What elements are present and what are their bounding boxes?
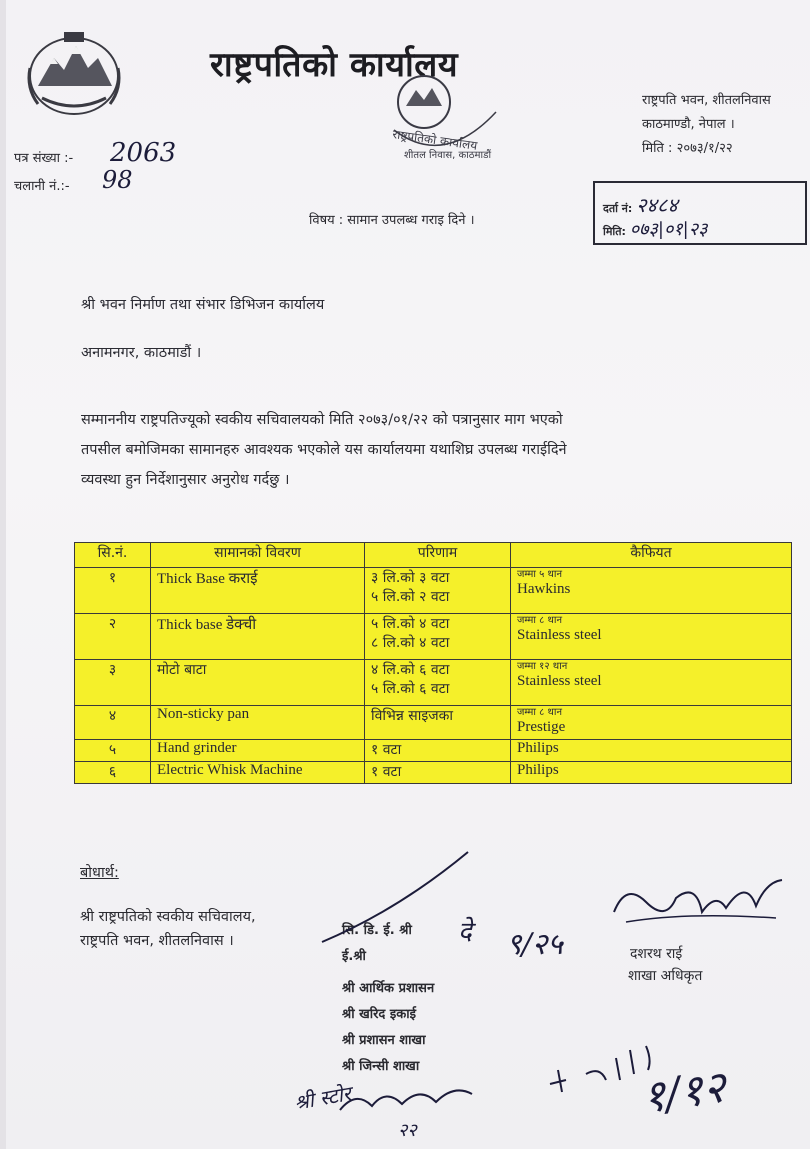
handwritten-bracket-stroke	[318, 850, 478, 945]
row-item: Non-sticky pan	[151, 706, 365, 740]
row-serial: ५	[75, 740, 151, 762]
national-emblem-logo	[24, 28, 124, 118]
quantity-line: ५ लि.को २ वटा	[371, 589, 450, 605]
letter-number-value: 2063	[110, 138, 177, 168]
table-row	[75, 568, 792, 614]
registration-number-label: दर्ता नं:	[603, 202, 633, 215]
row-item: मोटो बाटा	[151, 660, 365, 706]
row-serial: २	[75, 614, 151, 660]
table-header-row	[75, 543, 792, 568]
distribution-item: ई.श्री	[342, 949, 366, 964]
row-quantity	[365, 706, 511, 740]
row-item: Thick Base कराई	[151, 568, 365, 614]
quantity-line: ५ लि.को ४ वटा	[371, 616, 450, 632]
items-table	[74, 542, 792, 784]
header-item: सामानको विवरण	[151, 543, 365, 568]
distribution-item: श्री जिन्सी शाखा	[342, 1059, 420, 1074]
header-quantity: परिणाम	[365, 543, 511, 568]
row-remarks: Philips	[511, 740, 792, 762]
row-serial: ३	[75, 660, 151, 706]
handwritten-note-number: २२	[398, 1120, 417, 1141]
row-remarks	[511, 660, 792, 706]
handwritten-date-right: १/१२	[639, 1061, 729, 1124]
row-item: Hand grinder	[151, 740, 365, 762]
row-remarks	[511, 568, 792, 614]
distribution-item: श्री प्रशासन शाखा	[342, 1033, 426, 1048]
header-serial: सि.नं.	[75, 543, 151, 568]
svg-text:शीतल निवास, काठमाडौं: शीतल निवास, काठमाडौं	[404, 150, 492, 161]
row-serial: ४	[75, 706, 151, 740]
row-quantity: १ वटा	[365, 762, 511, 784]
recipient-line-1: श्री भवन निर्माण तथा संभार डिभिजन कार्यालय	[81, 297, 325, 313]
handwritten-scribble	[336, 1080, 476, 1120]
cc-heading: बोधार्थ:	[80, 865, 119, 881]
cc-line-1: श्री राष्ट्रपतिको स्वकीय सचिवालय,	[80, 909, 256, 925]
letter-date: मिति : २०७३/१/२२	[642, 141, 733, 156]
handwritten-initial: दे	[458, 917, 472, 947]
officer-signature	[606, 872, 786, 942]
distribution-item: श्री आर्थिक प्रशासन	[342, 981, 435, 996]
remark-brand: Prestige	[517, 719, 566, 735]
distribution-item: श्री खरिद इकाई	[342, 1007, 416, 1022]
table-row	[75, 660, 792, 706]
row-serial: ६	[75, 762, 151, 784]
row-quantity	[365, 614, 511, 660]
registration-stamp	[593, 181, 807, 245]
row-remarks: Philips	[511, 762, 792, 784]
dispatch-number-label: चलानी नं.:-	[14, 179, 70, 194]
registration-date-value: ०७३|०१|२३	[629, 219, 708, 240]
svg-text:राष्ट्रपतिको कार्यालय: राष्ट्रपतिको कार्यालय	[391, 127, 479, 153]
body-line-3: व्यवस्था हुन निर्देशानुसार अनुरोध गर्दछु ।	[81, 472, 290, 488]
quantity-line: ४ लि.को ६ वटा	[371, 662, 450, 678]
registration-date-label: मिति:	[603, 225, 626, 238]
quantity-line: ५ लि.को ६ वटा	[371, 681, 450, 697]
remark-total: जम्मा ८ थान	[517, 707, 563, 718]
quantity-line: ८ लि.को ४ वटा	[371, 635, 450, 651]
row-serial: १	[75, 568, 151, 614]
header-remarks: कैफियत	[511, 543, 792, 568]
office-title: राष्ट्रपतिको कार्यालय	[210, 45, 459, 85]
row-remarks	[511, 614, 792, 660]
remark-brand: Stainless steel	[517, 673, 602, 689]
remark-total: जम्मा १२ थान	[517, 661, 568, 672]
letter-page	[6, 0, 810, 1149]
row-item: Thick base डेक्ची	[151, 614, 365, 660]
row-remarks	[511, 706, 792, 740]
signatory-name: दशरथ राई	[630, 946, 683, 962]
body-paragraph	[81, 405, 793, 495]
registration-number-value: २४८४	[636, 193, 678, 217]
table-row	[75, 762, 792, 784]
table-row	[75, 614, 792, 660]
table-row	[75, 740, 792, 762]
remark-brand: Stainless steel	[517, 627, 602, 643]
remark-brand: Hawkins	[517, 581, 571, 597]
body-line-1: सम्माननीय राष्ट्रपतिज्यूको स्वकीय सचिवालयको मिति २०७३/०१/२२ को पत्रानुसार माग भएको	[81, 412, 563, 428]
quantity-line: विभिन्न साइजका	[371, 708, 454, 724]
body-line-2: तपसील बमोजिमका सामानहरु आवश्यक भएकोले यस कार्यालयमा यथाशिघ्र उपलब्ध गराईदिने	[81, 442, 567, 458]
signatory-title: शाखा अधिकृत	[628, 968, 703, 984]
row-quantity: १ वटा	[365, 740, 511, 762]
quantity-line: ३ लि.को ३ वटा	[371, 570, 450, 586]
dispatch-number-value: 98	[102, 166, 133, 194]
remark-total: जम्मा ८ थान	[517, 615, 563, 626]
subject-line: विषय : सामान उपलब्ध गराइ दिने ।	[309, 213, 475, 228]
handwritten-note-store: श्री स्टोर	[292, 1081, 353, 1115]
cc-line-2: राष्ट्रपति भवन, शीतलनिवास ।	[80, 933, 234, 949]
table-row	[75, 706, 792, 740]
row-quantity	[365, 660, 511, 706]
recipient-line-2: अनामनगर, काठमाडौं ।	[81, 345, 202, 361]
office-seal-stamp	[384, 72, 504, 167]
remark-total: जम्मा ५ थान	[517, 569, 563, 580]
letter-number-label: पत्र संख्या :-	[14, 151, 74, 166]
row-item: Electric Whisk Machine	[151, 762, 365, 784]
address-line-2: काठमाण्डौ, नेपाल ।	[642, 117, 735, 132]
address-line-1: राष्ट्रपति भवन, शीतलनिवास	[642, 93, 771, 108]
handwritten-date: ९/२५	[506, 927, 563, 962]
row-quantity	[365, 568, 511, 614]
distribution-item: सि. डि. ई. श्री	[342, 923, 412, 938]
